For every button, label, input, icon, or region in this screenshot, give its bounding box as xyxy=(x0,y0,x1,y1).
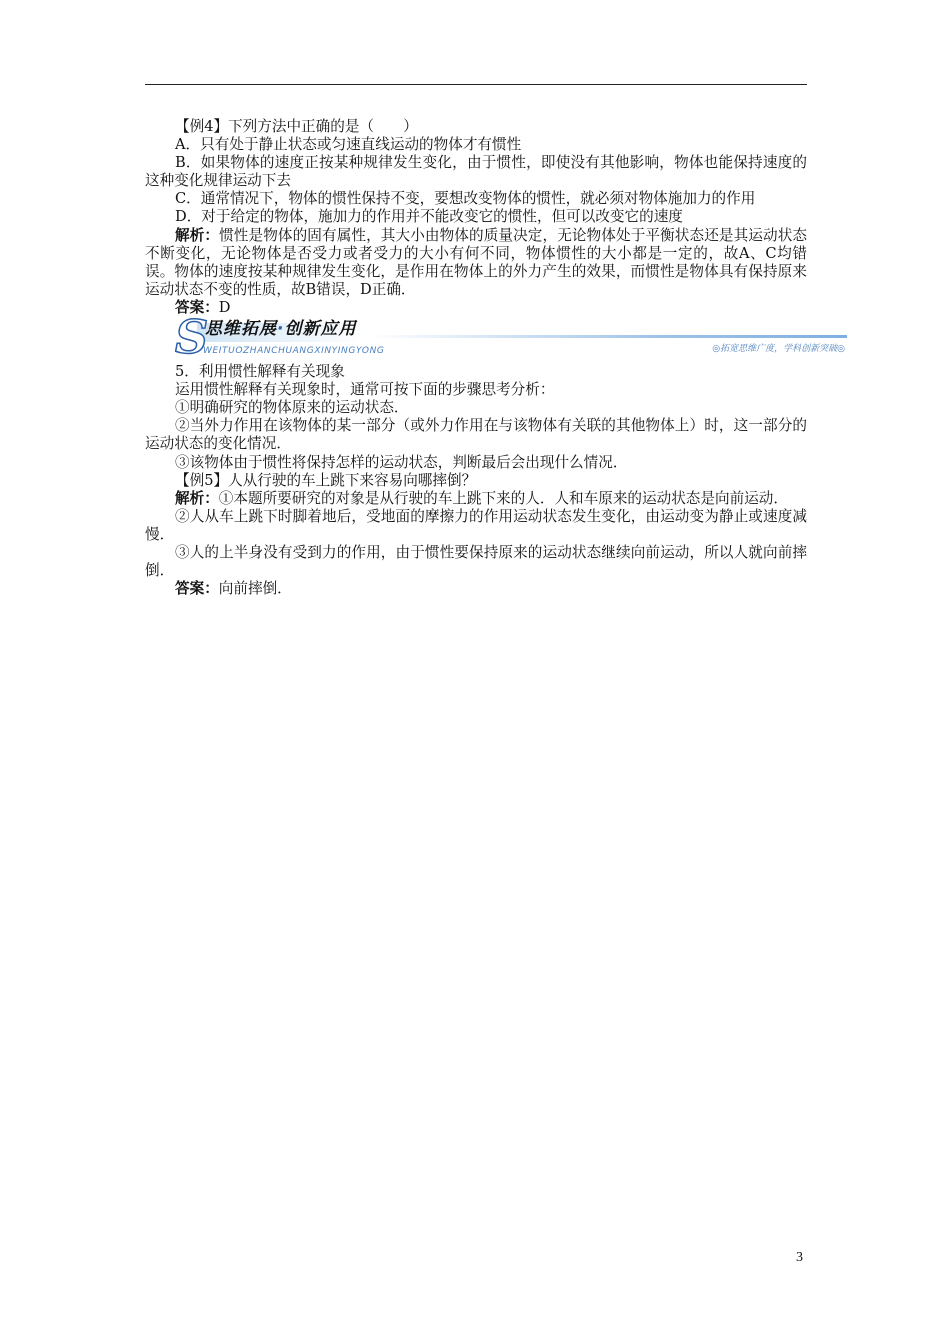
example4-analysis xyxy=(145,227,807,299)
example4-option-b: B．如果物体的速度正按某种规律发生变化，由于惯性，即使没有其他影响，物体也能保持速度的这种变化规律运动下去 xyxy=(145,154,807,190)
analysis-text: ①本题所要研究的对象是从行驶的车上跳下来的人．人和车原来的运动状态是向前运动． xyxy=(218,489,788,507)
section5-step3: ③该物体由于惯性将保持怎样的运动状态，判断最后会出现什么情况． xyxy=(175,453,628,471)
banner-s-letter: S xyxy=(175,310,209,365)
analysis-label: 解析： xyxy=(175,226,220,244)
answer-text: 向前摔倒． xyxy=(218,580,292,598)
header-rule xyxy=(145,84,807,85)
example4-option-d: D．对于给定的物体，施加力的作用并不能改变它的惯性，但可以改变它的速度 xyxy=(175,208,683,226)
example5-question: 【例5】人从行驶的车上跳下来容易向哪摔倒？ xyxy=(175,471,477,489)
section-banner xyxy=(175,310,845,365)
banner-line xyxy=(370,335,847,338)
example5-point2: ②人从车上跳下时脚着地后，受地面的摩擦力的作用运动状态发生变化，由运动变为静止或速度减慢． xyxy=(145,507,807,543)
example4-option-c: C．通常情况下，物体的惯性保持不变，要想改变物体的惯性，就必须对物体施加力的作用 xyxy=(175,190,756,208)
example4-question: 【例4】下列方法中正确的是（ ） xyxy=(175,118,418,135)
example5-analysis xyxy=(145,490,807,508)
example4-option-a: A．只有处于静止状态或匀速直线运动的物体才有惯性 xyxy=(175,136,522,154)
banner-slogan: ◎拓宽思维广度，学科创新突破◎ xyxy=(712,344,845,355)
answer-text: D xyxy=(218,298,231,316)
banner-title: 思维拓展·创新应用 xyxy=(205,319,357,340)
page-body xyxy=(145,118,845,598)
section5-step1: ①明确研究的物体原来的运动状态． xyxy=(175,399,409,417)
example4-answer xyxy=(145,299,807,317)
analysis-label: 解析： xyxy=(175,489,219,507)
page-number: 3 xyxy=(796,1250,803,1265)
answer-label: 答案： xyxy=(175,298,219,316)
analysis-text: 惯性是物体的固有属性，其大小由物体的质量决定，无论物体处于平衡状态还是其运动状态不断变化，无论物体是否受力或者受力的大小有何不同，物体惯性的大小都是一定的，故A、C均错误。物体的速度按某种规律发生变化，是作用在物体上的外力产生的效果，而惯性是物体具有保持原来运动状态不变的性质，故B错误，D正确． xyxy=(145,226,807,298)
section5-step2: ②当外力作用在该物体的某一部分（或外力作用在与该物体有关联的其他物体上）时，这一部分的运动状态的变化情况． xyxy=(145,417,807,453)
section5-intro: 运用惯性解释有关现象时，通常可按下面的步骤思考分析： xyxy=(175,381,555,399)
example5-point3: ③人的上半身没有受到力的作用，由于惯性要保持原来的运动状态继续向前运动，所以人就向前摔倒． xyxy=(145,543,807,580)
section5-heading: 5．利用惯性解释有关现象 xyxy=(175,363,345,381)
example5-answer xyxy=(145,580,807,598)
banner-pinyin: WEITUOZHANCHUANGXINYINGYONG xyxy=(203,346,385,357)
answer-label: 答案： xyxy=(175,580,219,598)
